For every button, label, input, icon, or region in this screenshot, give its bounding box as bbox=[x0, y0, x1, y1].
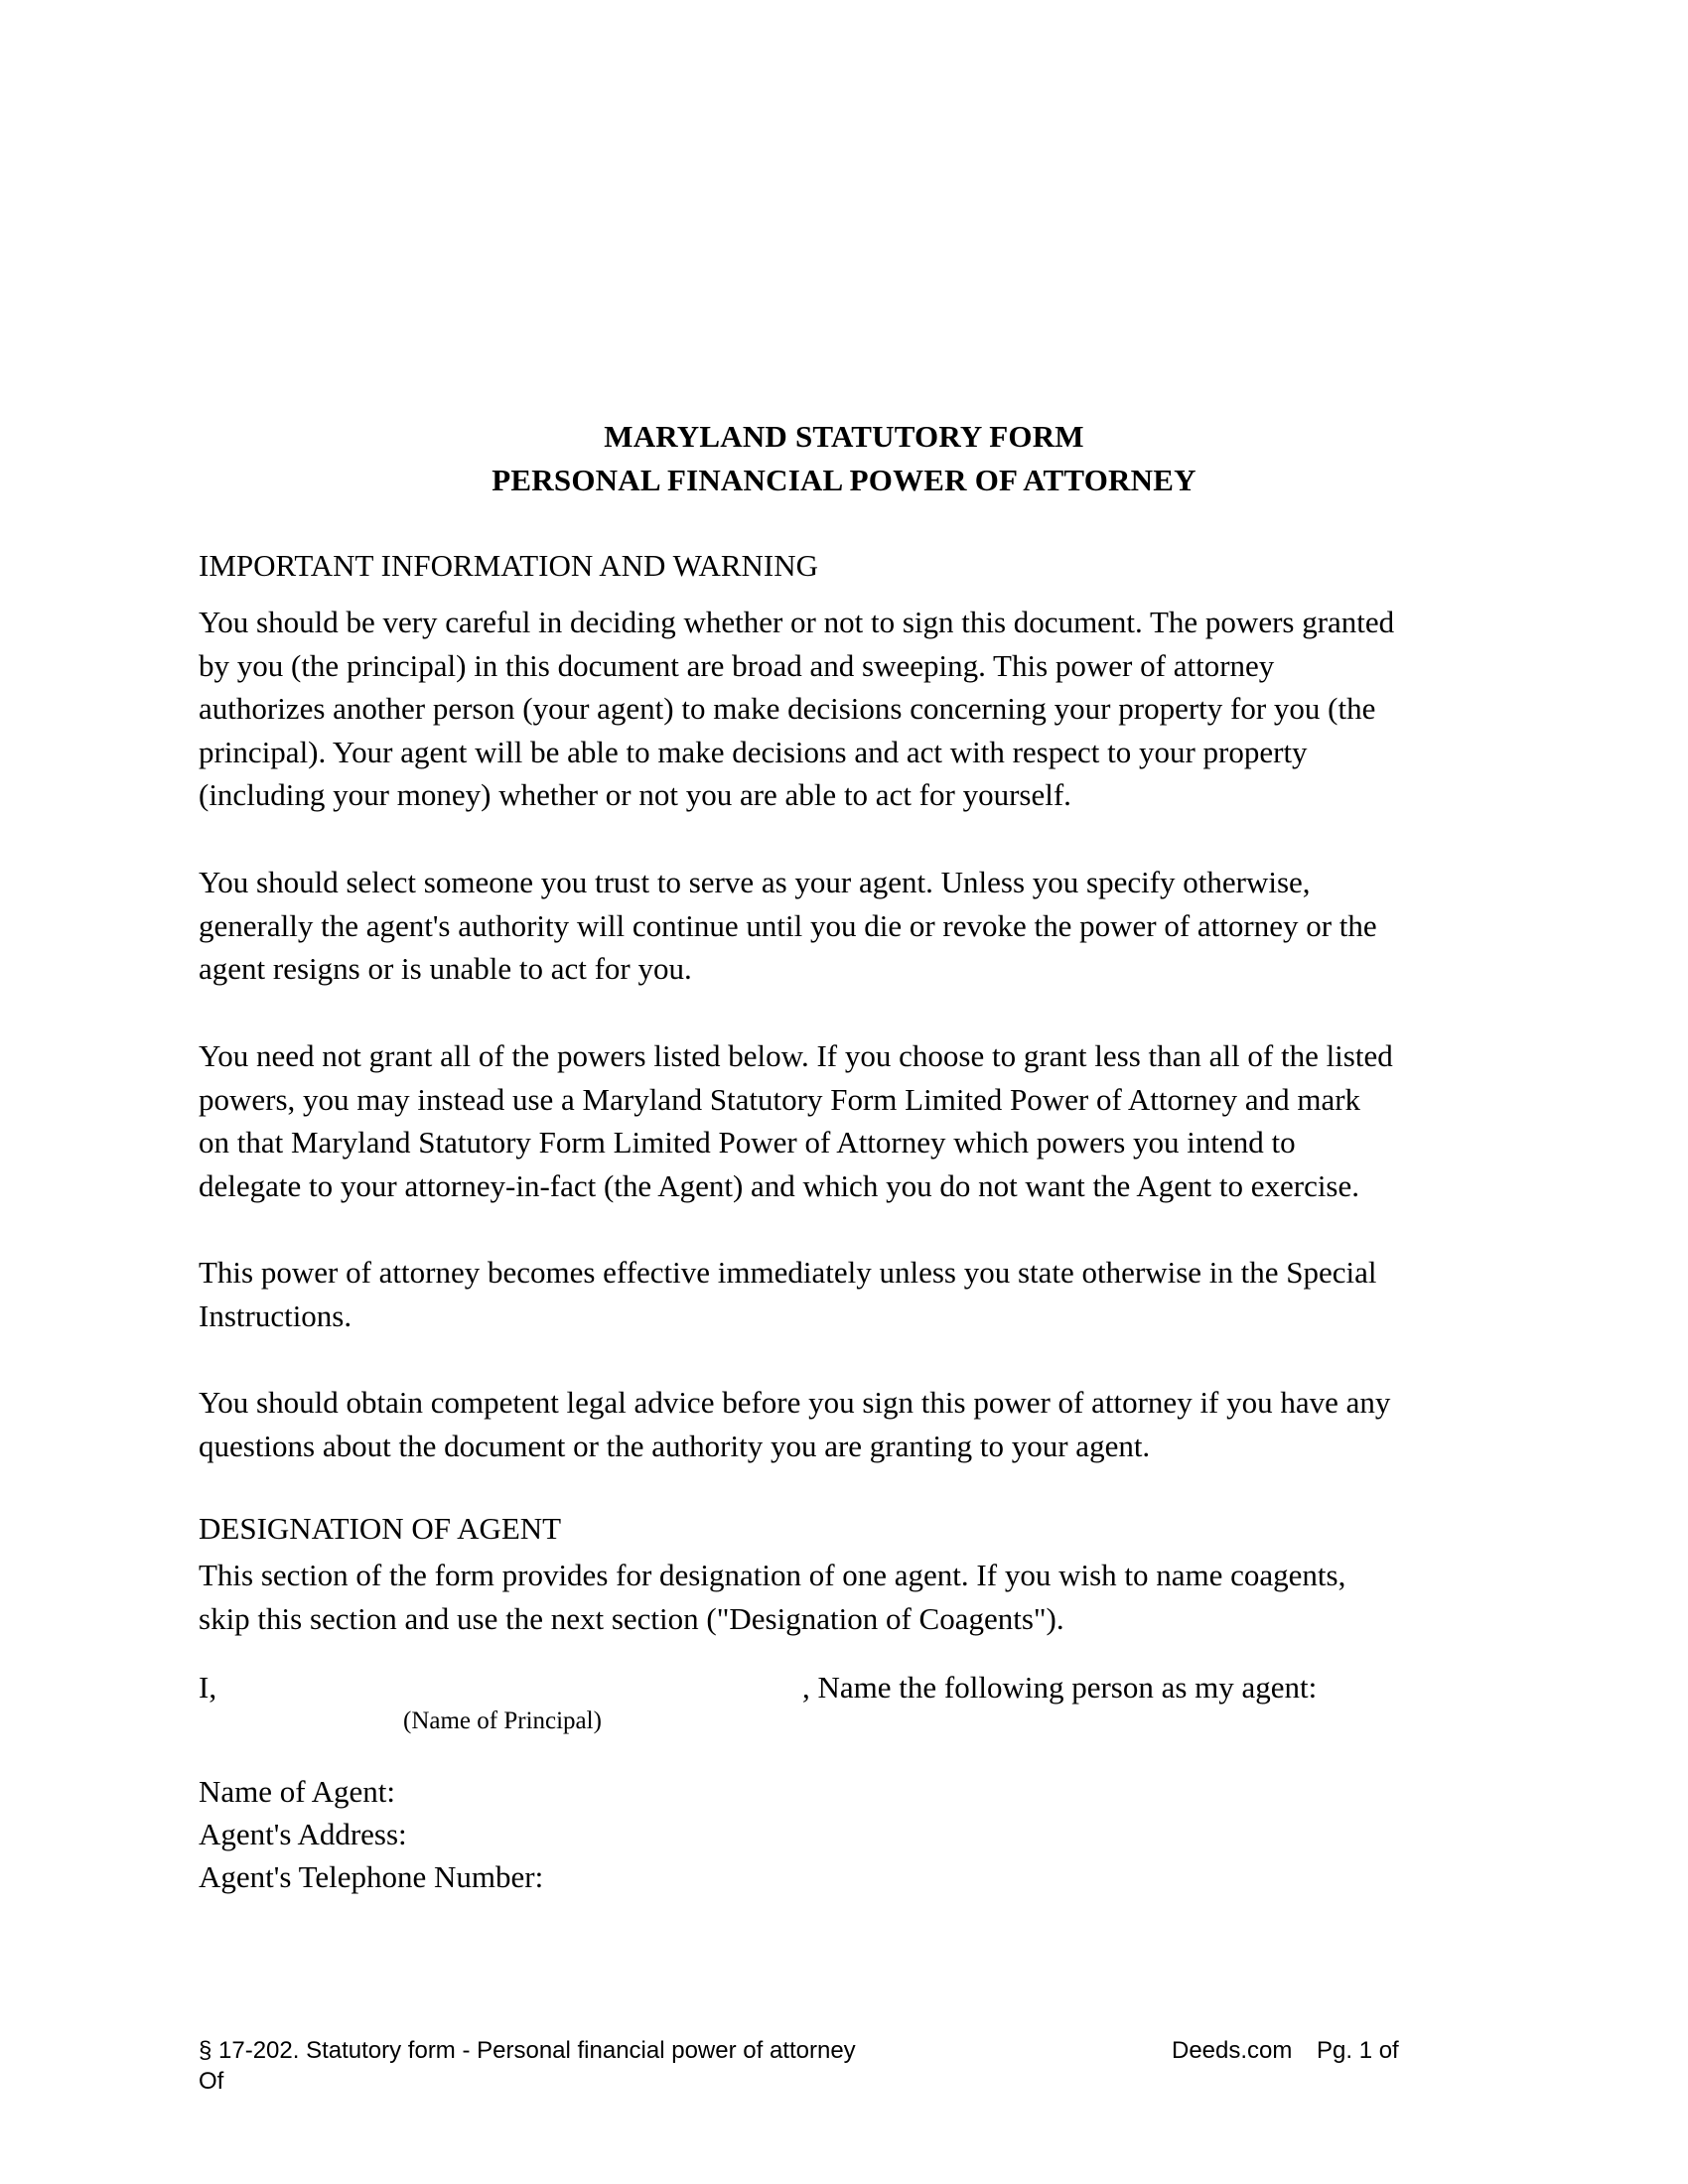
paragraph-line: You should select someone you trust to serve as your agent. Unless you specify otherwise, bbox=[199, 865, 1311, 899]
footer-site: Deeds.com bbox=[1172, 2037, 1293, 2064]
footer-page-total: Of bbox=[199, 2068, 224, 2095]
paragraph-line: generally the agent's authority will continue until you die or revoke the power of attorney or the bbox=[199, 907, 1377, 943]
warning-paragraph-3 bbox=[199, 1034, 1489, 1207]
paragraph-line: authorizes another person (your agent) to make decisions concerning your property for you (the bbox=[199, 691, 1376, 726]
paragraph-line: powers, you may instead use a Maryland Statutory Form Limited Power of Attorney and mark bbox=[199, 1081, 1361, 1117]
principal-prefix: I, bbox=[199, 1670, 217, 1705]
paragraph-line: Instructions. bbox=[199, 1297, 352, 1333]
footer-page-number: Pg. 1 of bbox=[1317, 2037, 1399, 2064]
agent-name-label: Name of Agent: bbox=[199, 1774, 396, 1809]
paragraph-line: (including your money) whether or not you are able to act for yourself. bbox=[199, 777, 1071, 812]
paragraph-line: by you (the principal) in this document are broad and sweeping. This power of attorney bbox=[199, 647, 1275, 683]
warning-heading: IMPORTANT INFORMATION AND WARNING bbox=[199, 548, 819, 583]
principal-suffix: , Name the following person as my agent: bbox=[802, 1670, 1318, 1705]
warning-paragraph-5 bbox=[199, 1381, 1489, 1467]
warning-paragraph-4 bbox=[199, 1251, 1489, 1337]
agent-address-label: Agent's Address: bbox=[199, 1817, 407, 1851]
warning-paragraph-1 bbox=[199, 601, 1489, 817]
designation-heading: DESIGNATION OF AGENT bbox=[199, 1511, 562, 1546]
paragraph-line: agent resigns or is unable to act for you. bbox=[199, 951, 692, 986]
paragraph-line: on that Maryland Statutory Form Limited Power of Attorney which powers you intend to bbox=[199, 1125, 1296, 1160]
paragraph-line: skip this section and use the next section ("Designation of Coagents"). bbox=[199, 1600, 1064, 1636]
form-title-line-2: PERSONAL FINANCIAL POWER OF ATTORNEY bbox=[492, 463, 1196, 497]
footer-statute: § 17-202. Statutory form - Personal financial power of attorney bbox=[199, 2037, 856, 2064]
paragraph-line: delegate to your attorney-in-fact (the Agent) and which you do not want the Agent to exercise. bbox=[199, 1167, 1360, 1203]
paragraph-line: You should be very careful in deciding whether or not to sign this document. The powers granted bbox=[199, 605, 1395, 639]
paragraph-line: principal). Your agent will be able to make decisions and act with respect to your property bbox=[199, 734, 1308, 769]
paragraph-line: This power of attorney becomes effective immediately unless you state otherwise in the Special bbox=[199, 1255, 1377, 1290]
warning-paragraph-2 bbox=[199, 861, 1489, 991]
paragraph-line: You should obtain competent legal advice before you sign this power of attorney if you have any bbox=[199, 1385, 1391, 1420]
designation-paragraph bbox=[199, 1554, 1489, 1640]
form-title-line-1: MARYLAND STATUTORY FORM bbox=[604, 419, 1084, 454]
paragraph-line: You need not grant all of the powers listed below. If you choose to grant less than all of the listed bbox=[199, 1038, 1393, 1073]
paragraph-line: questions about the document or the authority you are granting to your agent. bbox=[199, 1428, 1151, 1463]
paragraph-line: This section of the form provides for designation of one agent. If you wish to name coagents, bbox=[199, 1558, 1346, 1592]
principal-name-caption: (Name of Principal) bbox=[403, 1707, 602, 1734]
agent-phone-label: Agent's Telephone Number: bbox=[199, 1859, 544, 1894]
